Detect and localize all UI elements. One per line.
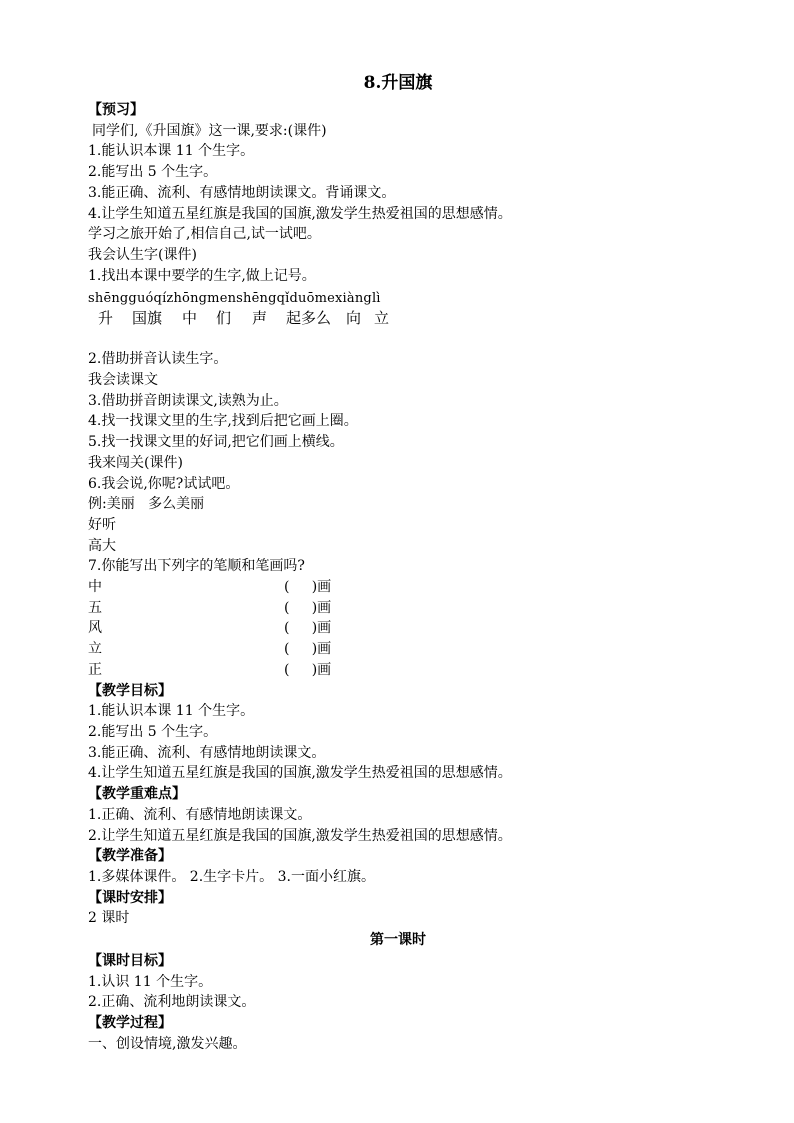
preview-goal: 1.能认识本课 11 个生字。 [88, 143, 255, 160]
stroke-char: 风 [88, 620, 102, 637]
lesson-goal-item: 1.认识 11 个生字。 [88, 973, 213, 990]
stroke-row [88, 577, 708, 598]
task-read: 4.找一找课文里的生字,找到后把它画上圈。 [88, 413, 358, 430]
preview-heading: 【预习】 [88, 102, 144, 118]
process-heading: 【教学过程】 [88, 1015, 172, 1032]
stroke-row [88, 618, 708, 639]
hanzi-char: 起多么 [286, 309, 332, 328]
stroke-char: 立 [88, 641, 102, 658]
objective-item: 3.能正确、流利、有感情地朗读课文。 [88, 744, 326, 761]
stroke-row [88, 598, 708, 619]
objective-item: 4.让学生知道五星红旗是我国的国旗,激发学生热爱祖国的思想感情。 [88, 765, 512, 782]
read-heading: 我会读课文 [88, 372, 158, 389]
preview-intro: 同学们,《升国旗》这一课,要求:(课件) [92, 122, 327, 139]
task-7: 7.你能写出下列字的笔顺和笔画吗? [88, 558, 305, 575]
lesson-title: 第一课时 [370, 932, 426, 949]
preview-goal: 4.让学生知道五星红旗是我国的国旗,激发学生热爱祖国的思想感情。 [88, 205, 512, 222]
task-read: 3.借助拼音朗读课文,读熟为止。 [88, 392, 288, 409]
lesson-goal-heading: 【课时目标】 [88, 953, 172, 970]
stroke-blank: ( )画 [284, 620, 332, 637]
stroke-blank: ( )画 [284, 661, 332, 678]
stroke-char: 五 [88, 599, 102, 616]
example-line: 例:美丽 多么美丽 [88, 496, 205, 513]
spacer [88, 329, 708, 349]
page-title: 8.升国旗 [363, 73, 433, 93]
schedule-heading: 【课时安排】 [88, 889, 172, 906]
hanzi-row [88, 307, 708, 329]
hanzi-char: 声 [252, 309, 268, 328]
schedule-text: 2 课时 [88, 910, 130, 927]
process-step: 一、创设情境,激发兴趣。 [88, 1035, 247, 1052]
preview-goal: 3.能正确、流利、有感情地朗读课文。背诵课文。 [88, 184, 396, 201]
hanzi-char: 升 [98, 309, 114, 328]
stroke-char: 中 [88, 579, 102, 596]
stroke-blank: ( )画 [284, 579, 332, 596]
objective-item: 1.能认识本课 11 个生字。 [88, 703, 255, 720]
hanzi-char: 中 [182, 309, 198, 328]
challenge-heading: 我来闯关(课件) [88, 454, 183, 471]
preview-encourage: 学习之旅开始了,相信自己,试一试吧。 [88, 226, 321, 243]
stroke-char: 正 [88, 661, 102, 678]
pinyin-line: shēngguóqízhōngmenshēngqǐduōmexiànglì [88, 291, 381, 307]
task-2: 2.借助拼音认读生字。 [88, 351, 228, 368]
objectives-heading: 【教学目标】 [88, 682, 172, 699]
recognize-heading: 我会认生字(课件) [88, 246, 197, 263]
key-point-item: 2.让学生知道五星红旗是我国的国旗,激发学生热爱祖国的思想感情。 [88, 827, 512, 844]
objective-item: 2.能写出 5 个生字。 [88, 723, 218, 740]
hanzi-char: 们 [216, 309, 232, 328]
example-word: 高大 [88, 537, 116, 554]
preparation-heading: 【教学准备】 [88, 848, 172, 865]
key-points-heading: 【教学重难点】 [88, 786, 186, 803]
lesson-goal-item: 2.正确、流利地朗读课文。 [88, 994, 256, 1011]
stroke-row [88, 639, 708, 660]
hanzi-char: 立 [374, 309, 390, 328]
task-read: 5.找一找课文里的好词,把它们画上横线。 [88, 434, 344, 451]
preparation-text: 1.多媒体课件。 2.生字卡片。 3.一面小红旗。 [88, 868, 375, 885]
document-page [88, 70, 708, 1055]
hanzi-char: 向 [346, 309, 362, 328]
hanzi-char: 国旗 [132, 309, 163, 328]
task-1: 1.找出本课中要学的生字,做上记号。 [88, 267, 316, 284]
preview-goal: 2.能写出 5 个生字。 [88, 164, 218, 181]
key-point-item: 1.正确、流利、有感情地朗读课文。 [88, 806, 312, 823]
stroke-blank: ( )画 [284, 599, 332, 616]
task-6: 6.我会说,你呢?试试吧。 [88, 475, 240, 492]
stroke-row [88, 660, 708, 681]
example-word: 好听 [88, 516, 116, 533]
stroke-blank: ( )画 [284, 641, 332, 658]
